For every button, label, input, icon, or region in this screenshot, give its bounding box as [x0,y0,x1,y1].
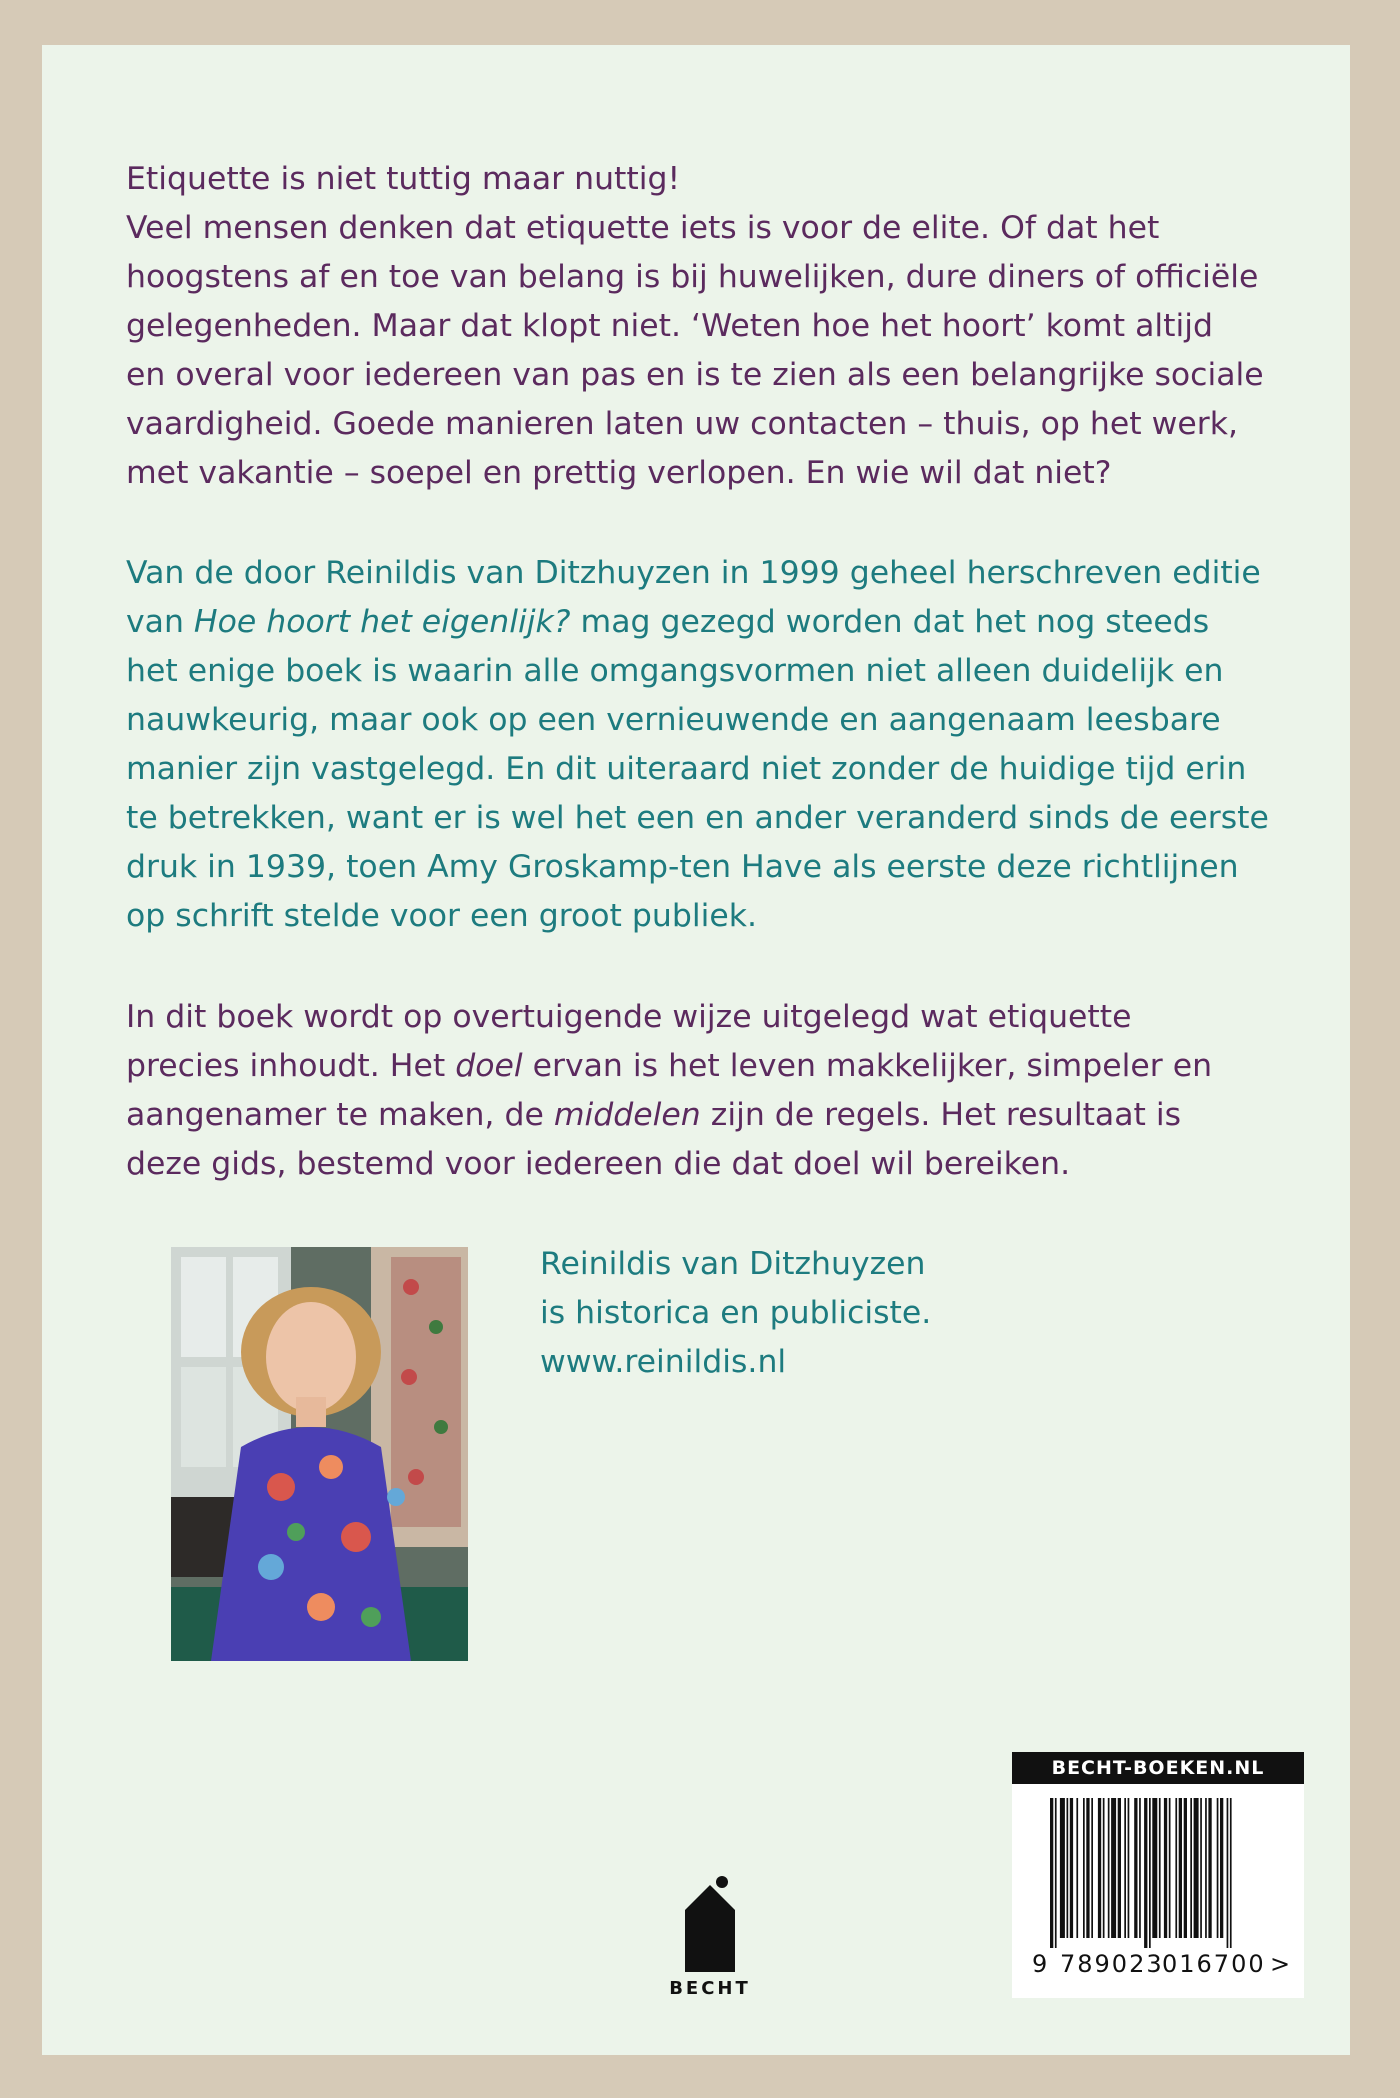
barcode-bar [1067,1798,1069,1938]
blurb-line [126,1042,1276,1091]
barcode-bar [1124,1798,1126,1938]
author-photo [171,1247,468,1661]
blurb-line: gelegenheden. Maar dat klopt niet. ‘Weten hoe het hoort’ komt altijd [126,308,1213,344]
blurb-line: en overal voor iedereen van pas en is te zien als een belangrijke sociale [126,357,1264,393]
barcode-box [1012,1784,1304,1998]
barcode-bar [1111,1798,1116,1938]
barcode-bar [1205,1798,1207,1938]
barcode-bar [1128,1798,1130,1938]
blurb-text: precies inhoudt. Het [126,1048,456,1084]
blurb-line: het enige boek is waarin alle omgangsvormen niet alleen duidelijk en [126,653,1224,689]
barcode-group-2: 016700 [1162,1950,1266,1978]
barcode-bar [1060,1798,1065,1938]
barcode-bar [1070,1798,1073,1938]
barcode-arrow: > [1270,1950,1291,1978]
blurb-text: van [126,604,194,640]
house-icon [660,1860,760,1980]
author-website-link[interactable]: www.reinildis.nl [540,1344,787,1380]
blurb-line: nauwkeurig, maar ook op een vernieuwende en aangenaam leesbare [126,702,1221,738]
author-bio [540,1240,1400,1387]
blurb-line: te betrekken, want er is wel het een en ander veranderd sinds de eerste [126,800,1269,836]
barcode-bar [1108,1798,1110,1938]
author-portrait-illustration [171,1247,468,1661]
barcode-bar [1200,1798,1202,1938]
barcode-bar [1217,1798,1219,1938]
author-name: Reinildis van Ditzhuyzen [540,1246,926,1282]
blurb-line [126,1091,1276,1140]
blurb-line: druk in 1939, toen Amy Groskamp-ten Have als eerste deze richtlijnen [126,849,1239,885]
barcode-bar [1134,1798,1137,1938]
book-title: Hoe hoort het eigenlijk? [193,604,571,640]
barcode-bar [1083,1798,1085,1938]
barcode-bar [1055,1798,1057,1948]
barcode-bar [1230,1798,1232,1948]
blurb-line: In dit boek wordt op overtuigende wijze uitgelegd wat etiquette [126,999,1132,1035]
blurb-text: mag gezegd worden dat het nog steeds [570,604,1210,640]
barcode-bar [1152,1798,1157,1938]
barcode-bar [1164,1798,1167,1938]
blurb-line: Etiquette is niet tuttig maar nuttig! [126,161,681,197]
emphasis-doel: doel [455,1048,523,1084]
publisher-logo [660,1860,760,2000]
barcode-bar [1169,1798,1171,1938]
barcode-bar [1139,1798,1141,1938]
blurb-line: manier zijn vastgelegd. En dit uiteraard niet zonder de huidige tijd erin [126,751,1247,787]
publisher-site-bar: BECHT-BOEKEN.NL [1012,1752,1304,1784]
barcode-bar [1144,1798,1147,1948]
blurb-paragraph-1 [126,155,1276,498]
barcode-bar [1118,1798,1121,1938]
publisher-logo-text: BECHT [669,1978,751,1999]
blurb-line: Veel mensen denken dat etiquette iets is voor de elite. Of dat het [126,210,1160,246]
blurb-text: aangenamer te maken, de [126,1097,554,1133]
blurb-line: vaardigheid. Goede manieren laten uw contacten – thuis, op het werk, [126,406,1238,442]
blurb-line: op schrift stelde voor een groot publiek. [126,898,757,934]
blurb-line: deze gids, bestemd voor iedereen die dat doel wil bereiken. [126,1146,1071,1182]
barcode [1012,1784,1304,1954]
barcode-bar [1175,1798,1177,1938]
barcode-bar [1184,1798,1187,1938]
blurb-line: hoogstens af en toe van belang is bij huwelijken, dure diners of officiële [126,259,1259,295]
barcode-bar [1086,1798,1089,1938]
barcode-bar [1091,1798,1093,1938]
blurb-line: Van de door Reinildis van Ditzhuyzen in 1999 geheel herschreven editie [126,555,1261,591]
barcode-bar [1149,1798,1151,1948]
barcode-bar [1050,1798,1053,1948]
barcode-bar [1159,1798,1161,1938]
barcode-bar [1076,1798,1078,1938]
barcode-digits [1012,1950,1304,1990]
barcode-lead-digit: 9 [1032,1950,1048,1978]
barcode-group-1: 789023 [1060,1950,1164,1978]
emphasis-middelen: middelen [553,1097,701,1133]
blurb-paragraph-2 [126,549,1276,941]
barcode-bar [1098,1798,1101,1938]
blurb-text: ervan is het leven makkelijker, simpeler en [522,1048,1213,1084]
blurb-text: zijn de regels. Het resultaat is [700,1097,1182,1133]
barcode-bar [1208,1798,1211,1938]
barcode-bar [1179,1798,1182,1938]
barcode-bar [1190,1798,1192,1938]
blurb-paragraph-3 [126,993,1276,1189]
author-description: is historica en publiciste. [540,1295,932,1331]
barcode-bar [1227,1798,1229,1948]
barcode-bar [1220,1798,1223,1938]
barcode-bar [1103,1798,1105,1938]
blurb-line [126,598,1276,647]
barcode-bar [1194,1798,1199,1938]
blurb-line: met vakantie – soepel en prettig verlopen. En wie wil dat niet? [126,455,1112,491]
